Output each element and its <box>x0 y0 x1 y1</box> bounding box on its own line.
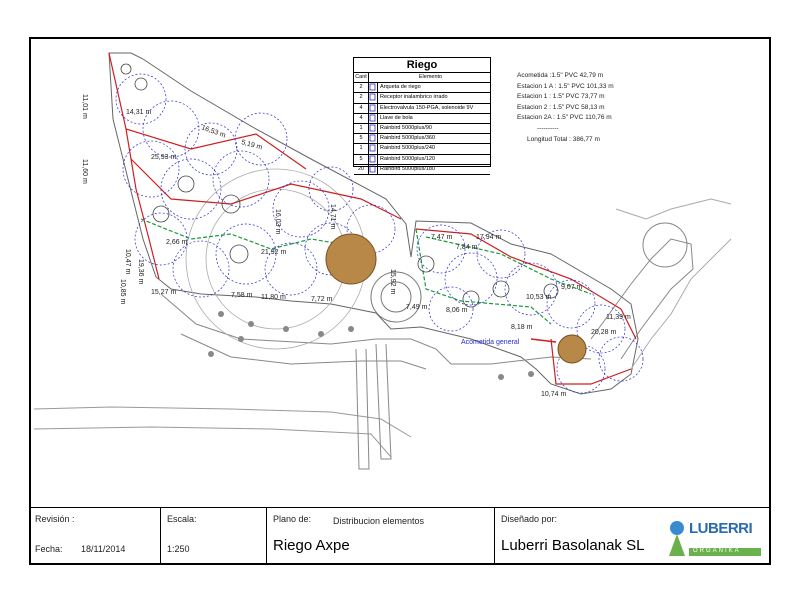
fecha-value: 18/11/2014 <box>81 544 126 554</box>
revision-label: Revisión : <box>35 514 75 524</box>
dimension-label: 5,19 m <box>240 139 263 152</box>
dimension-label: 7,58 m <box>231 292 253 299</box>
tree-large-2 <box>558 335 586 363</box>
escala-label: Escala: <box>167 514 197 524</box>
legend-row <box>354 155 490 165</box>
legend-col-qty: Cant <box>354 73 369 82</box>
acometida-label: Acometida general <box>461 339 520 346</box>
legend-row <box>354 165 490 175</box>
dimension-label: 11,39 m <box>606 314 631 321</box>
dimension-label: 25,93 m <box>151 154 177 161</box>
legend-row <box>354 104 490 114</box>
dimension-label: 10,47 m <box>124 249 131 275</box>
note-line: Acometida :1.5" PVC 42,79 m <box>517 72 604 79</box>
dimension-label: 9,07 m <box>561 284 583 291</box>
logo-subtext: ORGANIKA <box>693 548 741 554</box>
legend-label: Rainbird 5000plus/240 <box>380 145 436 152</box>
note-line: Estacion 1 A : 1.5" PVC 101,33 m <box>517 82 614 90</box>
legend-row <box>354 144 490 154</box>
legend-symbol-icon <box>369 93 378 102</box>
fecha-label: Fecha: <box>35 544 63 554</box>
revision-cell <box>31 508 161 564</box>
dimension-label: 8,06 m <box>446 307 468 314</box>
drawing-sheet <box>29 37 771 565</box>
legend-label: Llave de bola <box>380 114 413 121</box>
plano-cell <box>267 508 495 564</box>
legend-symbol-icon <box>369 124 378 133</box>
walkway-2 <box>356 349 369 469</box>
legend-qty: 20 <box>354 165 369 174</box>
dimension-label: 11,80 m <box>261 294 286 301</box>
dimension-label: 11,01 m <box>81 94 88 119</box>
note-separator: ---------- <box>537 124 559 132</box>
legend-qty: 1 <box>354 144 369 153</box>
disenado-label: Diseñado por: <box>501 514 558 524</box>
disenado-cell <box>495 508 769 564</box>
plano-description: Distribucion elementos <box>333 516 425 526</box>
legend-symbol-icon <box>369 134 378 143</box>
right-road <box>591 239 693 359</box>
legend-row <box>354 124 490 134</box>
note-line: Estacion 1 : 1.5" PVC 73,77 m <box>517 93 605 101</box>
note-line: Estacion 2 : 1.5" PVC 58,13 m <box>517 103 605 111</box>
plano-value: Riego Axpe <box>273 537 350 554</box>
road-lower-3 <box>34 407 411 437</box>
logo-text: LUBERRI <box>689 520 753 537</box>
legend-qty: 5 <box>354 134 369 143</box>
legend-symbol-icon <box>369 155 378 164</box>
legend-header <box>354 73 490 83</box>
green-pipe-2 <box>416 229 551 324</box>
dimension-label: 16,03 m <box>274 209 281 235</box>
right-road-2 <box>616 199 731 219</box>
legend-row <box>354 114 490 124</box>
legend-rows <box>354 83 490 175</box>
dimension-label: 7,84 m <box>456 244 478 251</box>
legend-label: Rainbird 5000plus/90 <box>380 124 432 131</box>
legend-table <box>353 57 491 172</box>
note-total: Longitud Total : 386,77 m <box>527 135 600 143</box>
legend-symbol-icon <box>369 144 378 153</box>
legend-qty: 2 <box>354 83 369 92</box>
dimension-label: 7,47 m <box>431 234 453 241</box>
luberri-logo <box>667 514 763 558</box>
legend-label: Rainbird 5000plus/180 <box>380 165 436 172</box>
dimension-label: 10,85 m <box>119 279 126 305</box>
road-lower-4 <box>34 427 391 457</box>
dimension-label: 8,18 m <box>511 324 533 331</box>
dimension-label: 10,74 m <box>541 391 567 398</box>
dimension-label: 19,36 m <box>137 259 144 285</box>
note-line: Estacion 2A : 1.5" PVC 110,76 m <box>517 114 612 122</box>
dimension-label: 20,28 m <box>591 329 617 336</box>
dimension-label: 15,92 m <box>389 269 396 295</box>
disenado-value: Luberri Basolanak SL <box>501 537 645 554</box>
dimension-label: 11,60 m <box>81 159 88 184</box>
dimension-label: 17,94 m <box>476 234 502 241</box>
plano-label: Plano de: <box>273 514 312 524</box>
legend-label: Electrovalvula 150-PGA, solenoide 9V <box>380 104 474 111</box>
escala-cell <box>161 508 267 564</box>
legend-label: Rainbird 5000plus/120 <box>380 155 436 162</box>
pipe-length-notes <box>517 71 614 145</box>
dimension-label: 14,31 m <box>126 109 152 116</box>
legend-row <box>354 134 490 144</box>
tree-large-1 <box>326 234 376 284</box>
legend-col-element: Elemento <box>418 74 443 80</box>
dimension-label: 14,71 m <box>329 204 336 230</box>
dimension-label: 15,27 m <box>151 289 177 296</box>
dimension-label: 7,49 m <box>406 304 428 311</box>
legend-label: Arqueta de riego <box>380 84 421 91</box>
escala-value: 1:250 <box>167 544 190 554</box>
dimension-label: 21,92 m <box>261 249 287 256</box>
legend-row <box>354 93 490 103</box>
legend-symbol-icon <box>369 165 378 174</box>
dimension-label: 7,72 m <box>311 296 333 303</box>
legend-symbol-icon <box>369 83 378 92</box>
legend-label: Rainbird 5000plus/360 <box>380 135 436 142</box>
red-pipe-1 <box>109 53 159 279</box>
legend-row <box>354 83 490 93</box>
right-road-3 <box>631 239 731 369</box>
dimension-label: 16,53 m <box>200 124 227 140</box>
legend-qty: 4 <box>354 114 369 123</box>
legend-qty: 2 <box>354 93 369 102</box>
dimension-label: 2,66 m <box>166 239 188 246</box>
legend-title: Riego <box>354 58 490 73</box>
legend-symbol-icon <box>369 114 378 123</box>
legend-qty: 4 <box>354 104 369 113</box>
legend-qty: 1 <box>354 124 369 133</box>
legend-qty: 5 <box>354 155 369 164</box>
dimension-label: 10,53 m <box>526 294 552 301</box>
legend-label: Receptor inalambrico irrado <box>380 94 448 101</box>
red-arrow <box>531 339 556 342</box>
title-block <box>31 507 769 564</box>
legend-symbol-icon <box>369 104 378 113</box>
